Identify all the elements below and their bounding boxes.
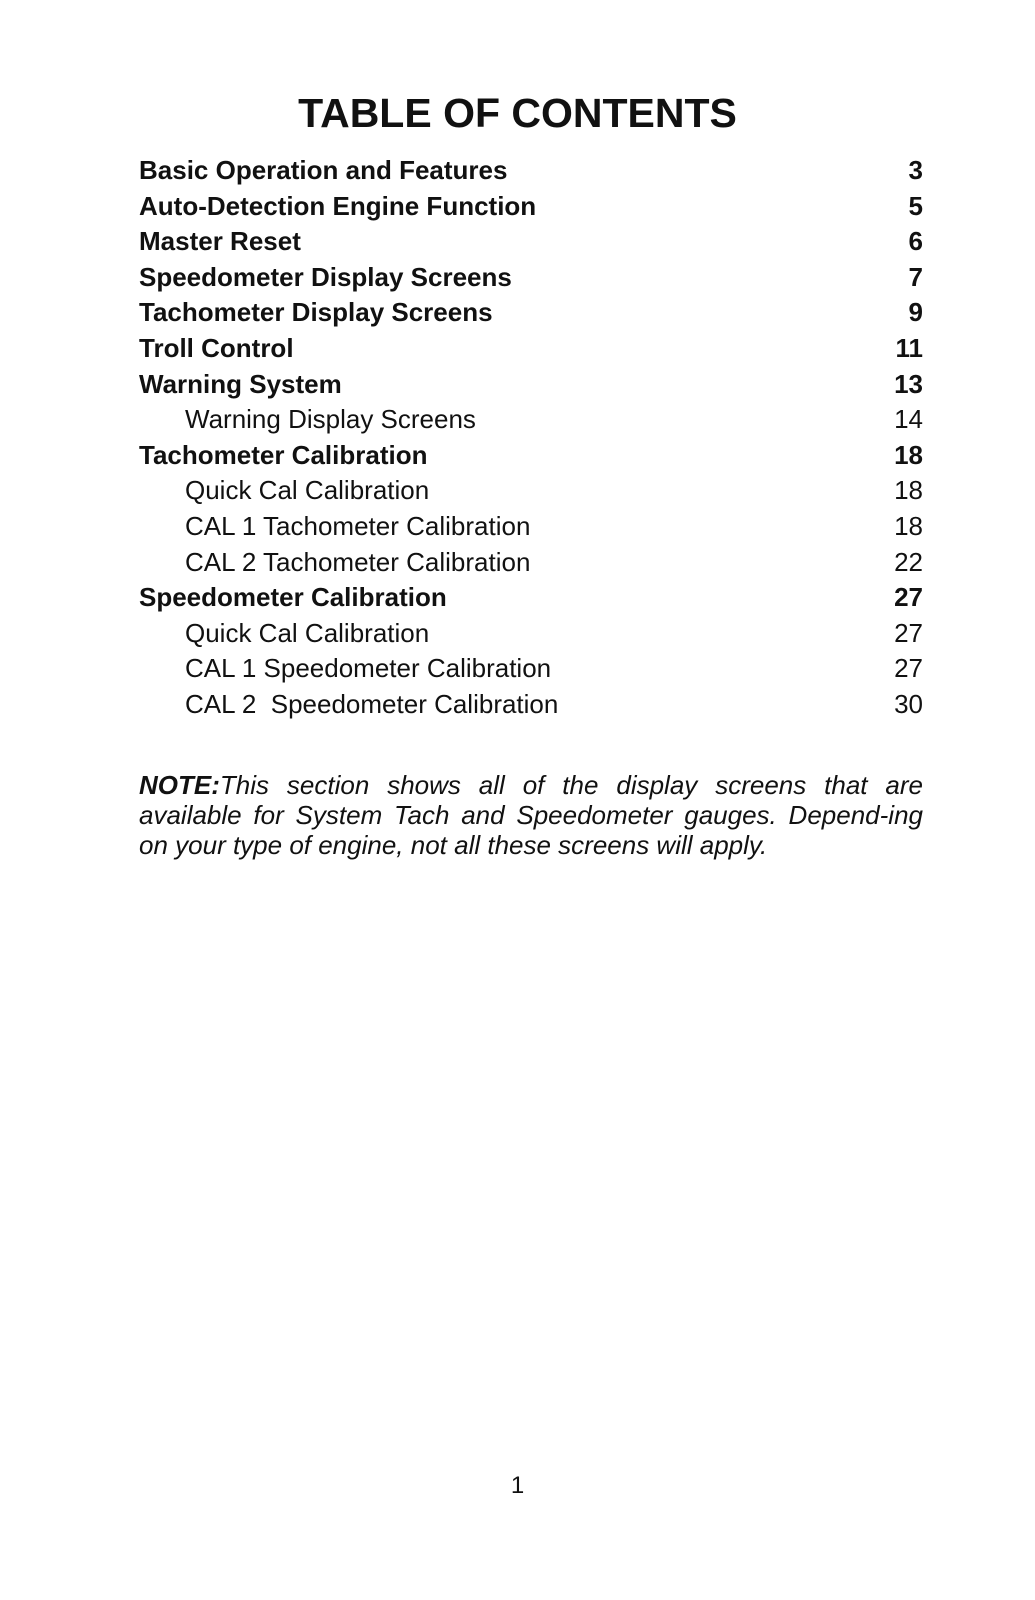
toc-entry-label: Auto-Detection Engine Function <box>139 190 537 221</box>
toc-entry-page: 6 <box>908 226 923 257</box>
toc-subentry[interactable] <box>139 473 923 509</box>
table-of-contents <box>139 153 923 723</box>
toc-subentry-page: 30 <box>894 688 923 719</box>
toc-entry[interactable] <box>139 367 923 403</box>
toc-subentry[interactable] <box>139 616 923 652</box>
toc-entry[interactable] <box>139 331 923 367</box>
toc-subentry-label: Quick Cal Calibration <box>185 475 430 506</box>
toc-subentry[interactable] <box>139 402 923 438</box>
note-lead: NOTE: <box>139 770 220 800</box>
toc-entry[interactable] <box>139 189 923 225</box>
toc-entry[interactable] <box>139 260 923 296</box>
toc-entry[interactable] <box>139 224 923 260</box>
toc-entry-label: Basic Operation and Features <box>139 155 508 185</box>
page-number: 1 <box>510 1472 525 1499</box>
note-paragraph <box>139 770 923 860</box>
toc-entry-label: Troll Control <box>139 332 294 363</box>
note-text: This section shows all of the display screens that are available for System Tach and Speedometer gauges. Depend-ing on your type of engine, not all these screens will apply. <box>139 770 923 860</box>
toc-entry-page: 3 <box>908 155 923 185</box>
toc-entry-page: 5 <box>908 190 923 221</box>
toc-entry[interactable] <box>139 438 923 474</box>
toc-subentry-label: CAL 2 Tachometer Calibration <box>185 546 531 577</box>
toc-subentry-label: CAL 1 Tachometer Calibration <box>185 510 531 541</box>
toc-entry[interactable] <box>139 153 923 189</box>
toc-subentry-page: 27 <box>894 617 923 648</box>
toc-subentry[interactable] <box>139 651 923 687</box>
toc-subentry-page: 22 <box>894 546 923 577</box>
toc-entry-page: 11 <box>895 332 923 363</box>
toc-entry-label: Master Reset <box>139 226 301 257</box>
toc-entry-label: Tachometer Display Screens <box>139 297 493 328</box>
toc-entry-page: 7 <box>908 261 923 292</box>
toc-entry[interactable] <box>139 580 923 616</box>
toc-subentry-label: Quick Cal Calibration <box>185 617 430 648</box>
toc-subentry-page: 18 <box>894 510 923 541</box>
toc-subentry-page: 14 <box>894 404 923 435</box>
toc-subentry-label: Warning Display Screens <box>185 404 476 435</box>
toc-entry-page: 18 <box>894 439 923 470</box>
toc-subentry[interactable] <box>139 687 923 723</box>
toc-entry-label: Speedometer Calibration <box>139 582 447 613</box>
toc-subentry-label: CAL 2 Speedometer Calibration <box>185 688 559 719</box>
toc-entry[interactable] <box>139 295 923 331</box>
page-title: TABLE OF CONTENTS <box>298 90 737 136</box>
toc-subentry-page: 18 <box>894 475 923 506</box>
toc-entry-label: Warning System <box>139 368 342 399</box>
toc-subentry[interactable] <box>139 509 923 545</box>
toc-entry-page: 27 <box>894 582 923 613</box>
toc-subentry-page: 27 <box>894 653 923 684</box>
toc-subentry-label: CAL 1 Speedometer Calibration <box>185 653 552 684</box>
toc-entry-label: Speedometer Display Screens <box>139 261 512 292</box>
toc-entry-label: Tachometer Calibration <box>139 439 428 470</box>
toc-subentry[interactable] <box>139 545 923 581</box>
toc-entry-page: 13 <box>894 368 923 399</box>
toc-entry-page: 9 <box>908 297 923 328</box>
